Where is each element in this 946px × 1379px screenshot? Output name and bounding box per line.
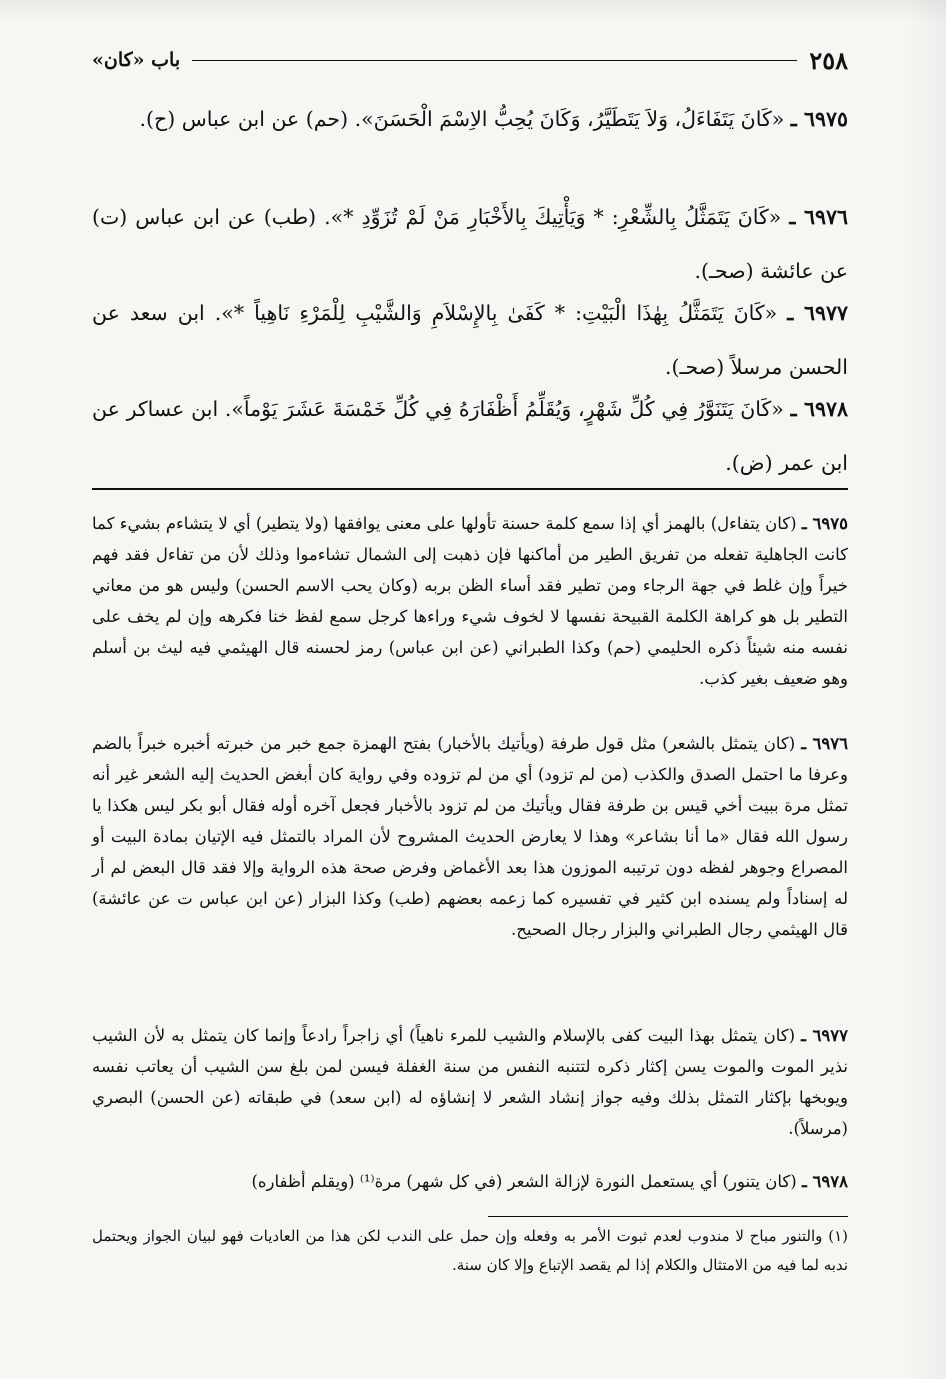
hadith-entry bbox=[92, 286, 848, 394]
commentary-text: (كان يتنور) أي يستعمل النورة لإزالة الشعر (في كل شهر) مرة⁽¹⁾ (ويقلم أظفاره) bbox=[251, 1172, 802, 1191]
hadith-entry bbox=[92, 92, 848, 146]
commentary-number: ٦٩٧٧ ـ bbox=[801, 1026, 848, 1045]
footnote: (١) والتنور مباح لا مندوب لعدم ثبوت الأمر به وفعله وإن حمل على الندب لكن هذا من العاديات فهو لبيان الجواز ويحتمل ندبه لما فيه من الامتثال والكلام إذا لم يقصد الإتباع وإلا كان سنة. bbox=[92, 1227, 848, 1274]
commentary-text: (كان يتفاءل) بالهمز أي إذا سمع كلمة حسنة تأولها على معنى يوافقها (ولا يتطير) أي لا يتشاءم بشيء كما كانت الجاهلية تفعله من تفريق الطير من أماكنها فإن ذهبت إلى الشمال تشاءموا وذلك لأن من تفاءل فقد فهم خيراً وإن غلط في جهة الرجاء ومن تطير فقد أساء الظن بربه (وكان يحب الاسم الحسن) وليس هو من معاني التطير بل هو كراهة الكلمة القبيحة نفسها لا لخوف شيء وراءها كرجل سمع لفظ خنا فكرهه وإن لم يخف على نفسه منه شيئاً ذكره الحليمي (حم) وكذا الطبراني (عن ابن عباس) رمز لحسنه قال الهيثمي فيه ليث بن أسلم وهو ضعيف بغير كذب. bbox=[92, 514, 848, 688]
hadith-text: «كَانَ يَتَمَثَّلُ بِالشِّعْرِ: * وَيَأْتِيكَ بِالأَخْبَارِ مَنْ لَمْ تُزَوِّدِ *». (طب) عن ابن عباس (ت) عن عائشة (صحـ). bbox=[92, 205, 848, 283]
footnote-divider bbox=[488, 1216, 848, 1217]
scan-shadow-top bbox=[0, 0, 946, 22]
chapter-title: باب «كان» bbox=[92, 49, 181, 71]
commentary-number: ٦٩٧٨ ـ bbox=[801, 1172, 848, 1191]
hadith-number: ٦٩٧٥ ـ bbox=[790, 107, 848, 131]
commentary-text: (كان يتمثل بالشعر) مثل قول طرفة (ويأتيك بالأخبار) بفتح الهمزة جمع خبر من خبرته أخبره خبراً بالضم وعرفا ما احتمل الصدق والكذب (من لم تزود) أي من لم تزوده وفي رواية كان أبغض الحديث إليه الشعر غير أنه تمثل مرة ببيت أخي قيس بن طرفة فقال ويأتيك من لم تزود بالأخبار فجعل آخره أوله فقال أبو بكر ليس هكذا يا رسول الله فقال «ما أنا بشاعر» وهذا لا يعارض الحديث المشروح لأن المراد بالتمثل فيه الإتيان بمادة البيت أو المصراع وجوهر لفظه دون ترتيبه الموزون هذا بعد الأغماض وفرض صحة هذه الرواية وإلا فقد قال البعض لم أر له إسناداً ولم يسنده ابن كثير في تفسيره كما زعمه بعضهم (طب) وكذا البزار (عن ابن عباس ت عن عائشة) قال الهيثمي رجال الطبراني والبزار رجال الصحيح. bbox=[92, 734, 849, 939]
hadith-number: ٦٩٧٨ ـ bbox=[790, 397, 848, 421]
scan-shadow-edge bbox=[906, 0, 946, 1379]
commentary-entry bbox=[92, 508, 848, 694]
hadith-number: ٦٩٧٦ ـ bbox=[789, 205, 848, 229]
commentary-entry bbox=[92, 1166, 848, 1197]
commentary-number: ٦٩٧٦ ـ bbox=[801, 734, 848, 753]
commentary-text: (كان يتمثل بهذا البيت كفى بالإسلام والشيب للمرء ناهياً) أي زاجراً رادعاً وإنما كان يتمثل به لأن الشيب نذير الموت والموت يسن إكثار ذكره لتتنبه النفس من سنة الغفلة فيسن لمن بلغ سن الشيب أن يعاتب نفسه ويوبخها بإكثار التمثل بذلك وفيه جواز إنشاد الشعر لا إنشاؤه له (ابن سعد) في طبقاته (عن الحسن) البصري (مرسلاً). bbox=[92, 1026, 848, 1138]
commentary-entry bbox=[92, 728, 848, 945]
hadith-text: «كَانَ يَتَمَثَّلُ بِهٰذَا الْبَيْتِ: * كَفَىٰ بِالإِسْلاَمِ وَالشَّيْبِ لِلْمَرْءِ نَاهِياً *». ابن سعد عن الحسن مرسلاً (صحـ). bbox=[92, 301, 848, 379]
hadith-entry bbox=[92, 382, 848, 490]
hadith-text: «كَانَ يَتَنَوَّرُ فِي كُلِّ شَهْرٍ، وَيُقَلِّمُ أَظْفَارَهُ فِي كُلِّ خَمْسَةَ عَشَرَ يَوْماً». ابن عساكر عن ابن عمر (ض). bbox=[92, 397, 848, 475]
header-rule bbox=[192, 60, 797, 61]
page-header bbox=[92, 40, 848, 80]
hadith-entry bbox=[92, 190, 848, 298]
commentary-entry bbox=[92, 1020, 848, 1144]
hadith-number: ٦٩٧٧ ـ bbox=[787, 301, 848, 325]
page-number: ٢٥٨ bbox=[809, 45, 848, 75]
section-divider bbox=[92, 488, 848, 490]
commentary-number: ٦٩٧٥ ـ bbox=[801, 514, 848, 533]
hadith-text: «كَانَ يَتَفَاءَلُ، وَلاَ يَتَطَيَّرُ، وَكَانَ يُحِبُّ الاِسْمَ الْحَسَنَ». (حم) عن ابن عباس (ح). bbox=[139, 107, 791, 131]
